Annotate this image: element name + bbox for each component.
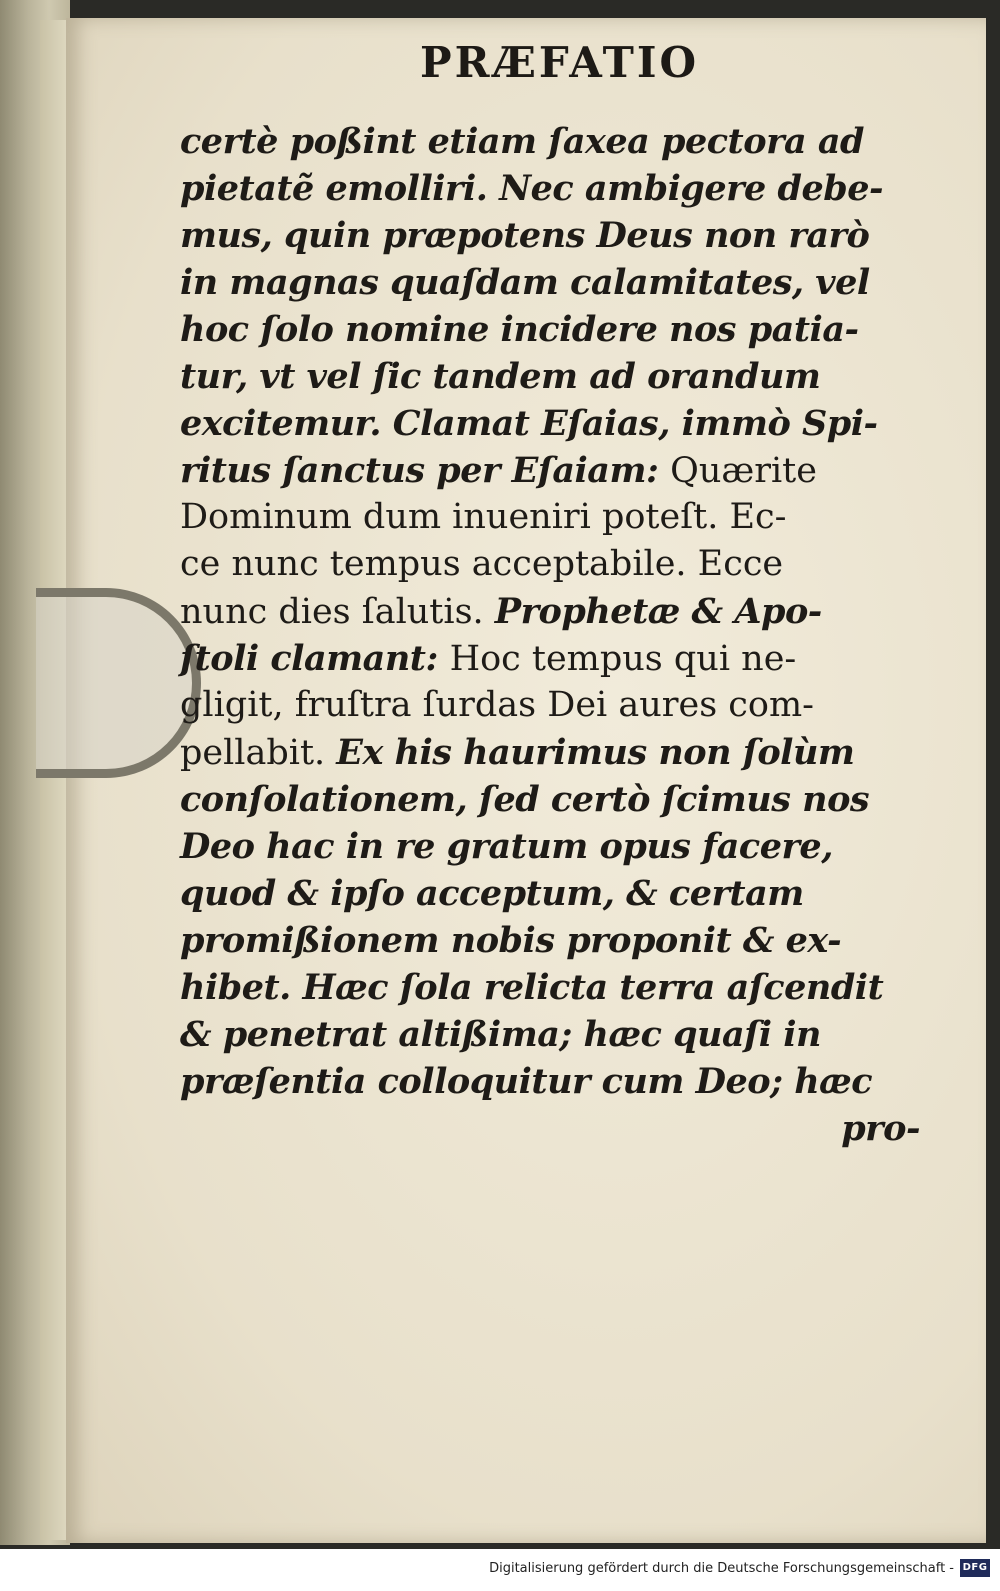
text-line	[180, 588, 920, 635]
text-segment: mus, quin præpotens Deus non rarò	[180, 215, 870, 256]
text-segment: in magnas quaſdam calamitates, vel	[180, 262, 870, 303]
text-line	[180, 400, 920, 447]
page-clip	[36, 588, 201, 778]
text-segment: & penetrat altißima; hæc quaſi in	[180, 1014, 821, 1055]
text-segment: hibet. Hæc ſola relicta terra aſcendit	[180, 967, 884, 1008]
text-segment: quod & ipſo acceptum, & certam	[180, 873, 804, 914]
funding-credit: Digitalisierung gefördert durch die Deutsche Forschungsgemeinschaft -	[489, 1561, 954, 1576]
text-segment: pro-	[841, 1108, 920, 1149]
text-segment: gligit, fruſtra ſurdas Dei aures com-	[180, 685, 814, 725]
text-line	[180, 682, 920, 729]
text-segment: Hoc tempus qui ne-	[449, 639, 797, 679]
text-segment: ce nunc tempus acceptabile. Ecce	[180, 544, 784, 584]
text-segment: hoc ſolo nomine incidere nos patia-	[180, 309, 859, 350]
running-header: PRÆFATIO	[420, 38, 700, 87]
text-segment: Dominum dum inueniri poteſt. Ec-	[180, 497, 787, 537]
text-line	[180, 917, 920, 964]
text-line	[180, 541, 920, 588]
text-segment: conſolationem, ſed certò ſcimus nos	[180, 779, 870, 820]
text-line	[180, 353, 920, 400]
text-segment: Quærite	[670, 451, 817, 491]
text-line	[180, 964, 920, 1011]
text-segment: certè poßint etiam ſaxea pectora ad	[180, 121, 865, 162]
text-segment: pellabit.	[180, 733, 337, 773]
text-line	[180, 1058, 920, 1105]
text-segment: Prophetæ & Apo-	[494, 591, 822, 632]
text-line	[180, 823, 920, 870]
text-segment: excitemur. Clamat Eſaias, immò Spi-	[180, 403, 878, 444]
text-line	[180, 1105, 920, 1152]
text-line	[180, 259, 920, 306]
text-segment: promißionem nobis proponit & ex-	[180, 920, 842, 961]
text-line	[180, 776, 920, 823]
text-line	[180, 635, 920, 682]
text-segment: Deo hac in re gratum opus facere,	[180, 826, 833, 867]
text-line	[180, 118, 920, 165]
text-line	[180, 494, 920, 541]
text-line	[180, 306, 920, 353]
text-segment: tur, vt vel ſic tandem ad orandum	[180, 356, 821, 397]
text-segment: Ex his haurimus non ſolùm	[336, 732, 855, 773]
text-segment: præſentia colloquitur cum Deo; hæc	[180, 1061, 873, 1102]
text-line	[180, 1011, 920, 1058]
text-line	[180, 729, 920, 776]
text-line	[180, 165, 920, 212]
text-segment: pietatẽ emolliri. Nec ambigere debe-	[180, 168, 884, 209]
dfg-logo-icon: DFG	[960, 1559, 990, 1577]
text-segment: nunc dies ſalutis.	[180, 592, 495, 632]
text-line	[180, 212, 920, 259]
text-line	[180, 447, 920, 494]
text-segment: ritus ſanctus per Eſaiam:	[180, 450, 671, 491]
digitization-footer	[0, 1549, 1000, 1591]
text-line	[180, 870, 920, 917]
body-text	[180, 118, 920, 1152]
text-segment: ſtoli clamant:	[180, 638, 450, 679]
